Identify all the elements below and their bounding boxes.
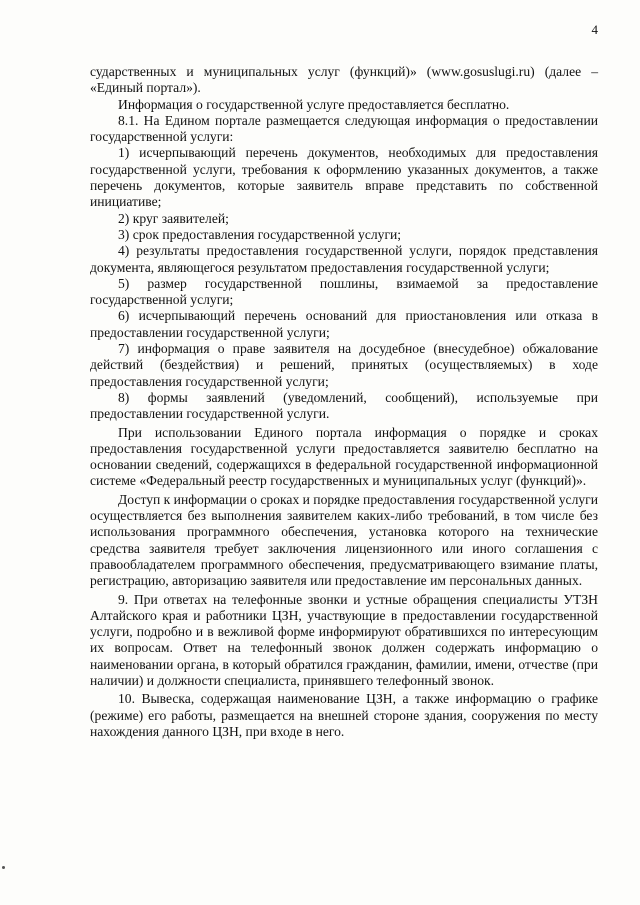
paragraph-portal-usage: При использовании Единого портала информация о порядке и сроках предоставления государственной услуги предоставляется заявителю бесплатно на основании сведений, содержащихся в федеральной государственной информационной системе «Федеральный реестр государственных и муниципальных услуг (функций)». [90,424,598,489]
page-number: 4 [591,22,598,37]
list-item-6: 6) исчерпывающий перечень оснований для приостановления или отказа в предоставлении государственной услуги; [90,308,598,340]
list-item-5: 5) размер государственной пошлины, взимаемой за предоставление государственной услуги; [90,275,598,308]
paragraph-10: 10. Вывеска, содержащая наименование ЦЗН, а также информацию о графике (режиме) его работы, размещается на внешней стороне здания, сооружения по месту нахождения данного ЦЗН, при входе в него. [90,691,598,739]
list-item-4: 4) результаты предоставления государственной услуги, порядок представления документа, являющегося результатом предоставления государственной услуги; [90,243,598,275]
list-item-1: 1) исчерпывающий перечень документов, необходимых для предоставления государственной услуги, требования к оформлению указанных документов, а также перечень документов, которые заявитель вправе представить по собственной инициативе; [90,145,598,210]
scan-speck [2,866,5,869]
paragraph-continuation: сударственных и муниципальных услуг (функций)» (www.gosuslugi.ru) (далее – «Единый портал»). [90,64,598,96]
list-item-8: 8) формы заявлений (уведомлений, сообщений), используемые при предоставлении государственной услуги. [90,389,598,422]
paragraph-access-info: Доступ к информации о сроках и порядке предоставления государственной услуги осуществляется без выполнения заявителем каких-либо требований, в том числе без использования программного обеспечения, установка которого на технические средства заявителя требует заключения лицензионного или иного соглашения с правообладателем программного обеспечения, предусматривающего взимание платы, регистрацию, авторизацию заявителя или предоставление им персональных данных. [90,491,598,589]
document-body [90,64,598,740]
paragraph-9: 9. При ответах на телефонные звонки и устные обращения специалисты УТЗН Алтайского края и работники ЦЗН, участвующие в предоставлении государственной услуги, подробно и в вежливой форме информируют обратившихся по интересующим их вопросам. Ответ на телефонный звонок должен содержать информацию о наименовании органа, в который обратился гражданин, фамилии, имени, отчестве (при наличии) и должности специалиста, принявшего телефонный звонок. [90,591,598,688]
list-item-2: 2) круг заявителей; [118,210,229,226]
list-item-3: 3) срок предоставления государственной услуги; [118,226,402,242]
paragraph-free-info: Информация о государственной услуге предоставляется бесплатно. [118,96,510,112]
list-item-7: 7) информация о праве заявителя на досудебное (внесудебное) обжалование действий (бездействия) и решений, принятых (осуществляемых) в ходе предоставления государственной услуги; [90,341,598,389]
paragraph-8-1: 8.1. На Едином портале размещается следующая информация о предоставлении государственной услуги: [90,112,598,145]
